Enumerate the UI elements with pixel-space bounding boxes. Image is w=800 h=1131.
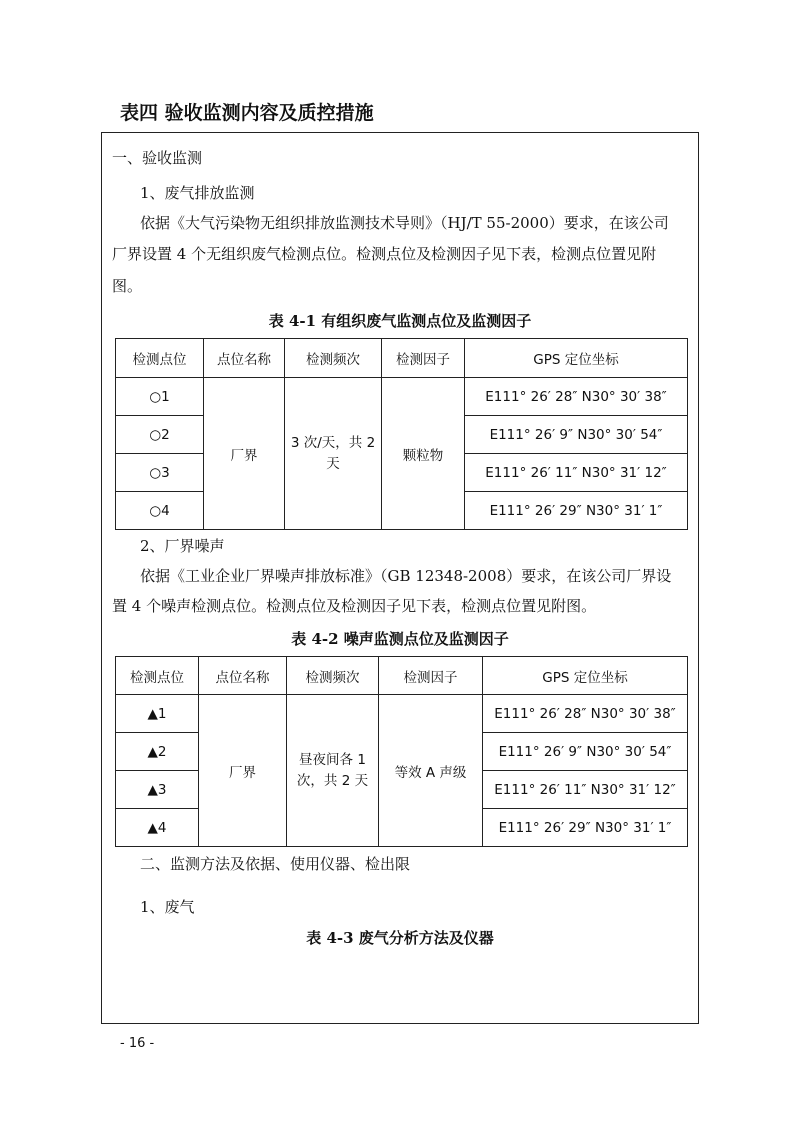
section-2-heading: 二、监测方法及依据、使用仪器、检出限 <box>140 855 411 873</box>
gps-coordinate: E111° 26′ 9″ N30° 30′ 54″ <box>465 416 688 454</box>
table-header: 点位名称 <box>199 657 287 695</box>
point-name: 厂界 <box>199 695 287 847</box>
table-4-3-caption: 表 4-3 废气分析方法及仪器 <box>306 929 494 947</box>
detection-frequency: 3 次/天，共 2 天 <box>285 378 382 530</box>
section-1-1-paragraph-line: 厂界设置 4 个无组织废气检测点位。检测点位及检测因子见下表，检测点位置见附 <box>112 245 657 263</box>
point-id: ▲3 <box>116 771 199 809</box>
point-id: ▲4 <box>116 809 199 847</box>
point-id: ▲2 <box>116 733 199 771</box>
detection-factor: 等效 A 声级 <box>379 695 483 847</box>
table-header: 检测频次 <box>287 657 379 695</box>
section-1-2-heading: 2、厂界噪声 <box>140 537 225 555</box>
section-1-1-heading: 1、废气排放监测 <box>140 184 255 202</box>
point-id: ○2 <box>116 416 204 454</box>
gps-coordinate: E111° 26′ 11″ N30° 31′ 12″ <box>465 454 688 492</box>
gps-coordinate: E111° 26′ 9″ N30° 30′ 54″ <box>483 733 688 771</box>
section-2-1-heading: 1、废气 <box>140 898 195 916</box>
table-header: 点位名称 <box>204 339 285 378</box>
point-name: 厂界 <box>204 378 285 530</box>
detection-factor: 颗粒物 <box>382 378 465 530</box>
table-header: GPS 定位坐标 <box>465 339 688 378</box>
table-4-1-caption: 表 4-1 有组织废气监测点位及监测因子 <box>268 312 532 330</box>
section-1-1-paragraph-line: 依据《大气污染物无组织排放监测技术导则》（HJ/T 55-2000）要求，在该公司 <box>140 214 669 232</box>
table-header: GPS 定位坐标 <box>483 657 688 695</box>
gps-coordinate: E111° 26′ 29″ N30° 31′ 1″ <box>465 492 688 530</box>
section-1-2-paragraph-line: 依据《工业企业厂界噪声排放标准》（GB 12348-2008）要求，在该公司厂界设 <box>140 567 672 585</box>
table-header: 检测频次 <box>285 339 382 378</box>
detection-frequency: 昼夜间各 1 次，共 2 天 <box>287 695 379 847</box>
section-1-1-paragraph-line: 图。 <box>112 277 143 295</box>
gps-coordinate: E111° 26′ 28″ N30° 30′ 38″ <box>483 695 688 733</box>
table-4-2-caption: 表 4-2 噪声监测点位及监测因子 <box>291 630 509 648</box>
point-id: ○1 <box>116 378 204 416</box>
table-header: 检测因子 <box>382 339 465 378</box>
document-title: 表四 验收监测内容及质控措施 <box>120 102 374 124</box>
table-header: 检测因子 <box>379 657 483 695</box>
table-4-2 <box>115 656 688 847</box>
gps-coordinate: E111° 26′ 28″ N30° 30′ 38″ <box>465 378 688 416</box>
table-header: 检测点位 <box>116 339 204 378</box>
page-number: - 16 - <box>120 1036 155 1051</box>
gps-coordinate: E111° 26′ 29″ N30° 31′ 1″ <box>483 809 688 847</box>
point-id: ▲1 <box>116 695 199 733</box>
point-id: ○4 <box>116 492 204 530</box>
table-header: 检测点位 <box>116 657 199 695</box>
section-1-heading: 一、验收监测 <box>112 149 203 167</box>
table-4-1 <box>115 338 688 530</box>
point-id: ○3 <box>116 454 204 492</box>
gps-coordinate: E111° 26′ 11″ N30° 31′ 12″ <box>483 771 688 809</box>
section-1-2-paragraph-line: 置 4 个噪声检测点位。检测点位及检测因子见下表，检测点位置见附图。 <box>112 597 597 615</box>
